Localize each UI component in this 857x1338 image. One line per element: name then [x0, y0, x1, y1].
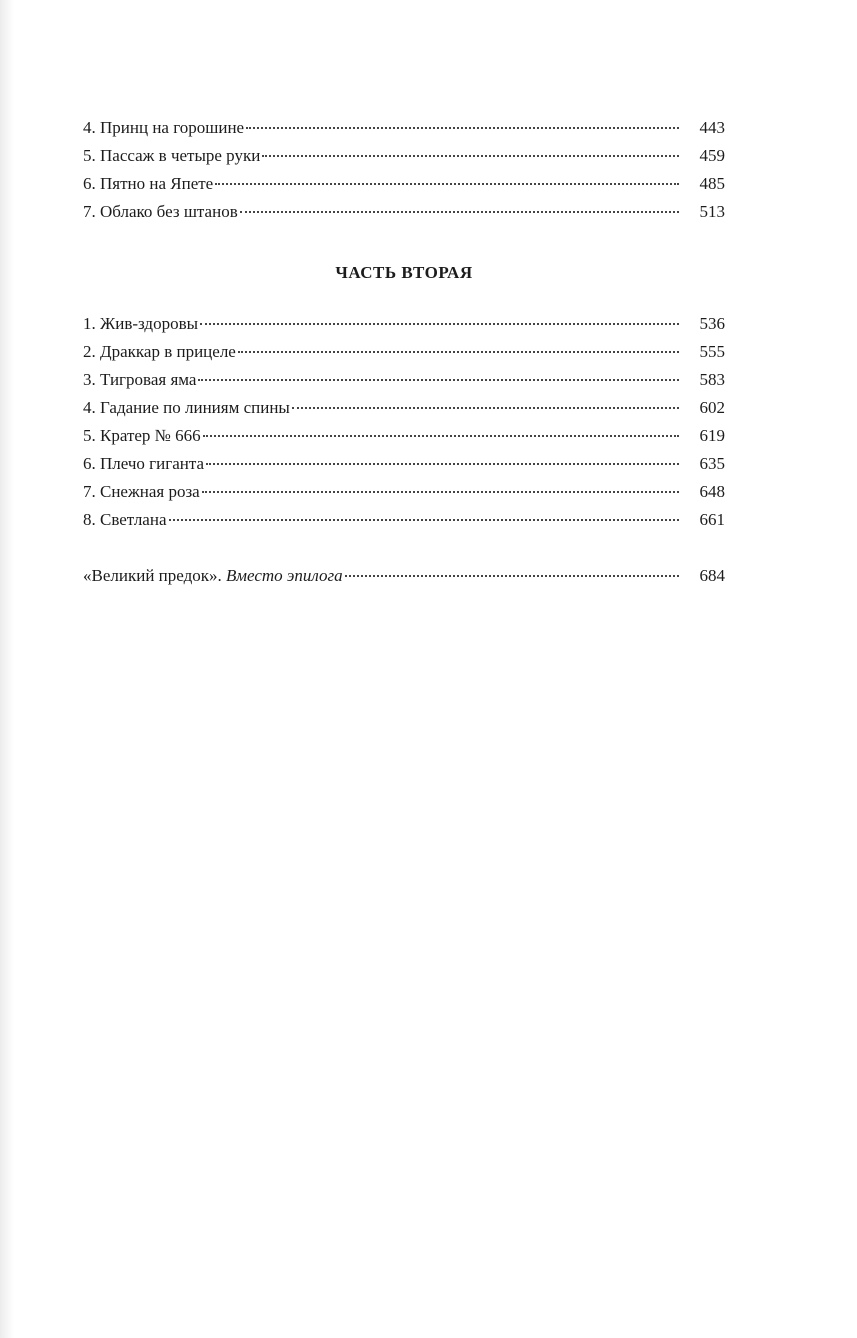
dot-leader [292, 405, 679, 409]
toc-entry-title: 2. Драккар в прицеле [83, 342, 236, 361]
toc-entry-page: 661 [699, 510, 725, 529]
toc-entry-page: 536 [699, 314, 725, 333]
toc-entry [83, 142, 725, 170]
toc-entry [83, 310, 725, 338]
toc-entry-page: 619 [699, 426, 725, 445]
toc-entry [83, 506, 725, 534]
dot-leader [202, 489, 679, 493]
section-spacer [83, 534, 725, 562]
toc-entry-title: 7. Облако без штанов [83, 202, 238, 221]
toc-entry [83, 338, 725, 366]
toc-entry-page: 459 [699, 146, 725, 165]
toc-entry-title: 5. Кратер № 666 [83, 426, 201, 445]
table-of-contents [83, 114, 725, 590]
toc-entry-page: 443 [699, 118, 725, 137]
toc-entry [83, 450, 725, 478]
epilogue-title-italic: Вместо эпилога [226, 566, 343, 585]
dot-leader [200, 321, 679, 325]
dot-leader [203, 433, 679, 437]
toc-entry [83, 394, 725, 422]
toc-entry-title: 6. Пятно на Япете [83, 174, 214, 193]
toc-entry [83, 478, 725, 506]
toc-entry-page: 583 [699, 370, 725, 389]
toc-entry-page: 485 [699, 174, 725, 193]
dot-leader [240, 209, 679, 213]
toc-entry-page: 555 [699, 342, 725, 361]
toc-entry [83, 170, 725, 198]
dot-leader [246, 125, 679, 129]
toc-entry-title: 1. Жив-здоровы [83, 314, 199, 333]
toc-entry-page: 513 [699, 202, 725, 221]
toc-entry [83, 198, 725, 226]
toc-entry-title: 4. Гадание по линиям спины [83, 398, 290, 417]
dot-leader [262, 153, 679, 157]
page-edge-shadow [0, 0, 14, 1338]
toc-entry-title: 7. Снежная роза [83, 482, 200, 501]
epilogue-title-main: «Великий предок» [83, 566, 218, 585]
toc-entry-title: 6. Плечо гиганта [83, 454, 205, 473]
dot-leader [169, 517, 680, 521]
dot-leader [238, 349, 679, 353]
toc-entry [83, 422, 725, 450]
part-heading: ЧАСТЬ ВТОРАЯ [335, 263, 473, 282]
toc-entry-epilogue [83, 562, 725, 590]
toc-entry [83, 114, 725, 142]
dot-leader [345, 573, 679, 577]
toc-entry-title: 5. Пассаж в четыре руки [83, 146, 261, 165]
toc-entry-page: 684 [699, 566, 725, 585]
toc-entry-title: 3. Тигровая яма [83, 370, 197, 389]
toc-entry-page: 635 [699, 454, 725, 473]
dot-leader [215, 181, 679, 185]
toc-entry-page: 648 [699, 482, 725, 501]
dot-leader [206, 461, 679, 465]
toc-entry-title: 8. Светлана [83, 510, 167, 529]
toc-entry [83, 366, 725, 394]
epilogue-separator: . [217, 566, 226, 585]
toc-entry-title: 4. Принц на горошине [83, 118, 245, 137]
toc-entry-page: 602 [699, 398, 725, 417]
toc-entry-title [83, 562, 343, 590]
dot-leader [198, 377, 679, 381]
